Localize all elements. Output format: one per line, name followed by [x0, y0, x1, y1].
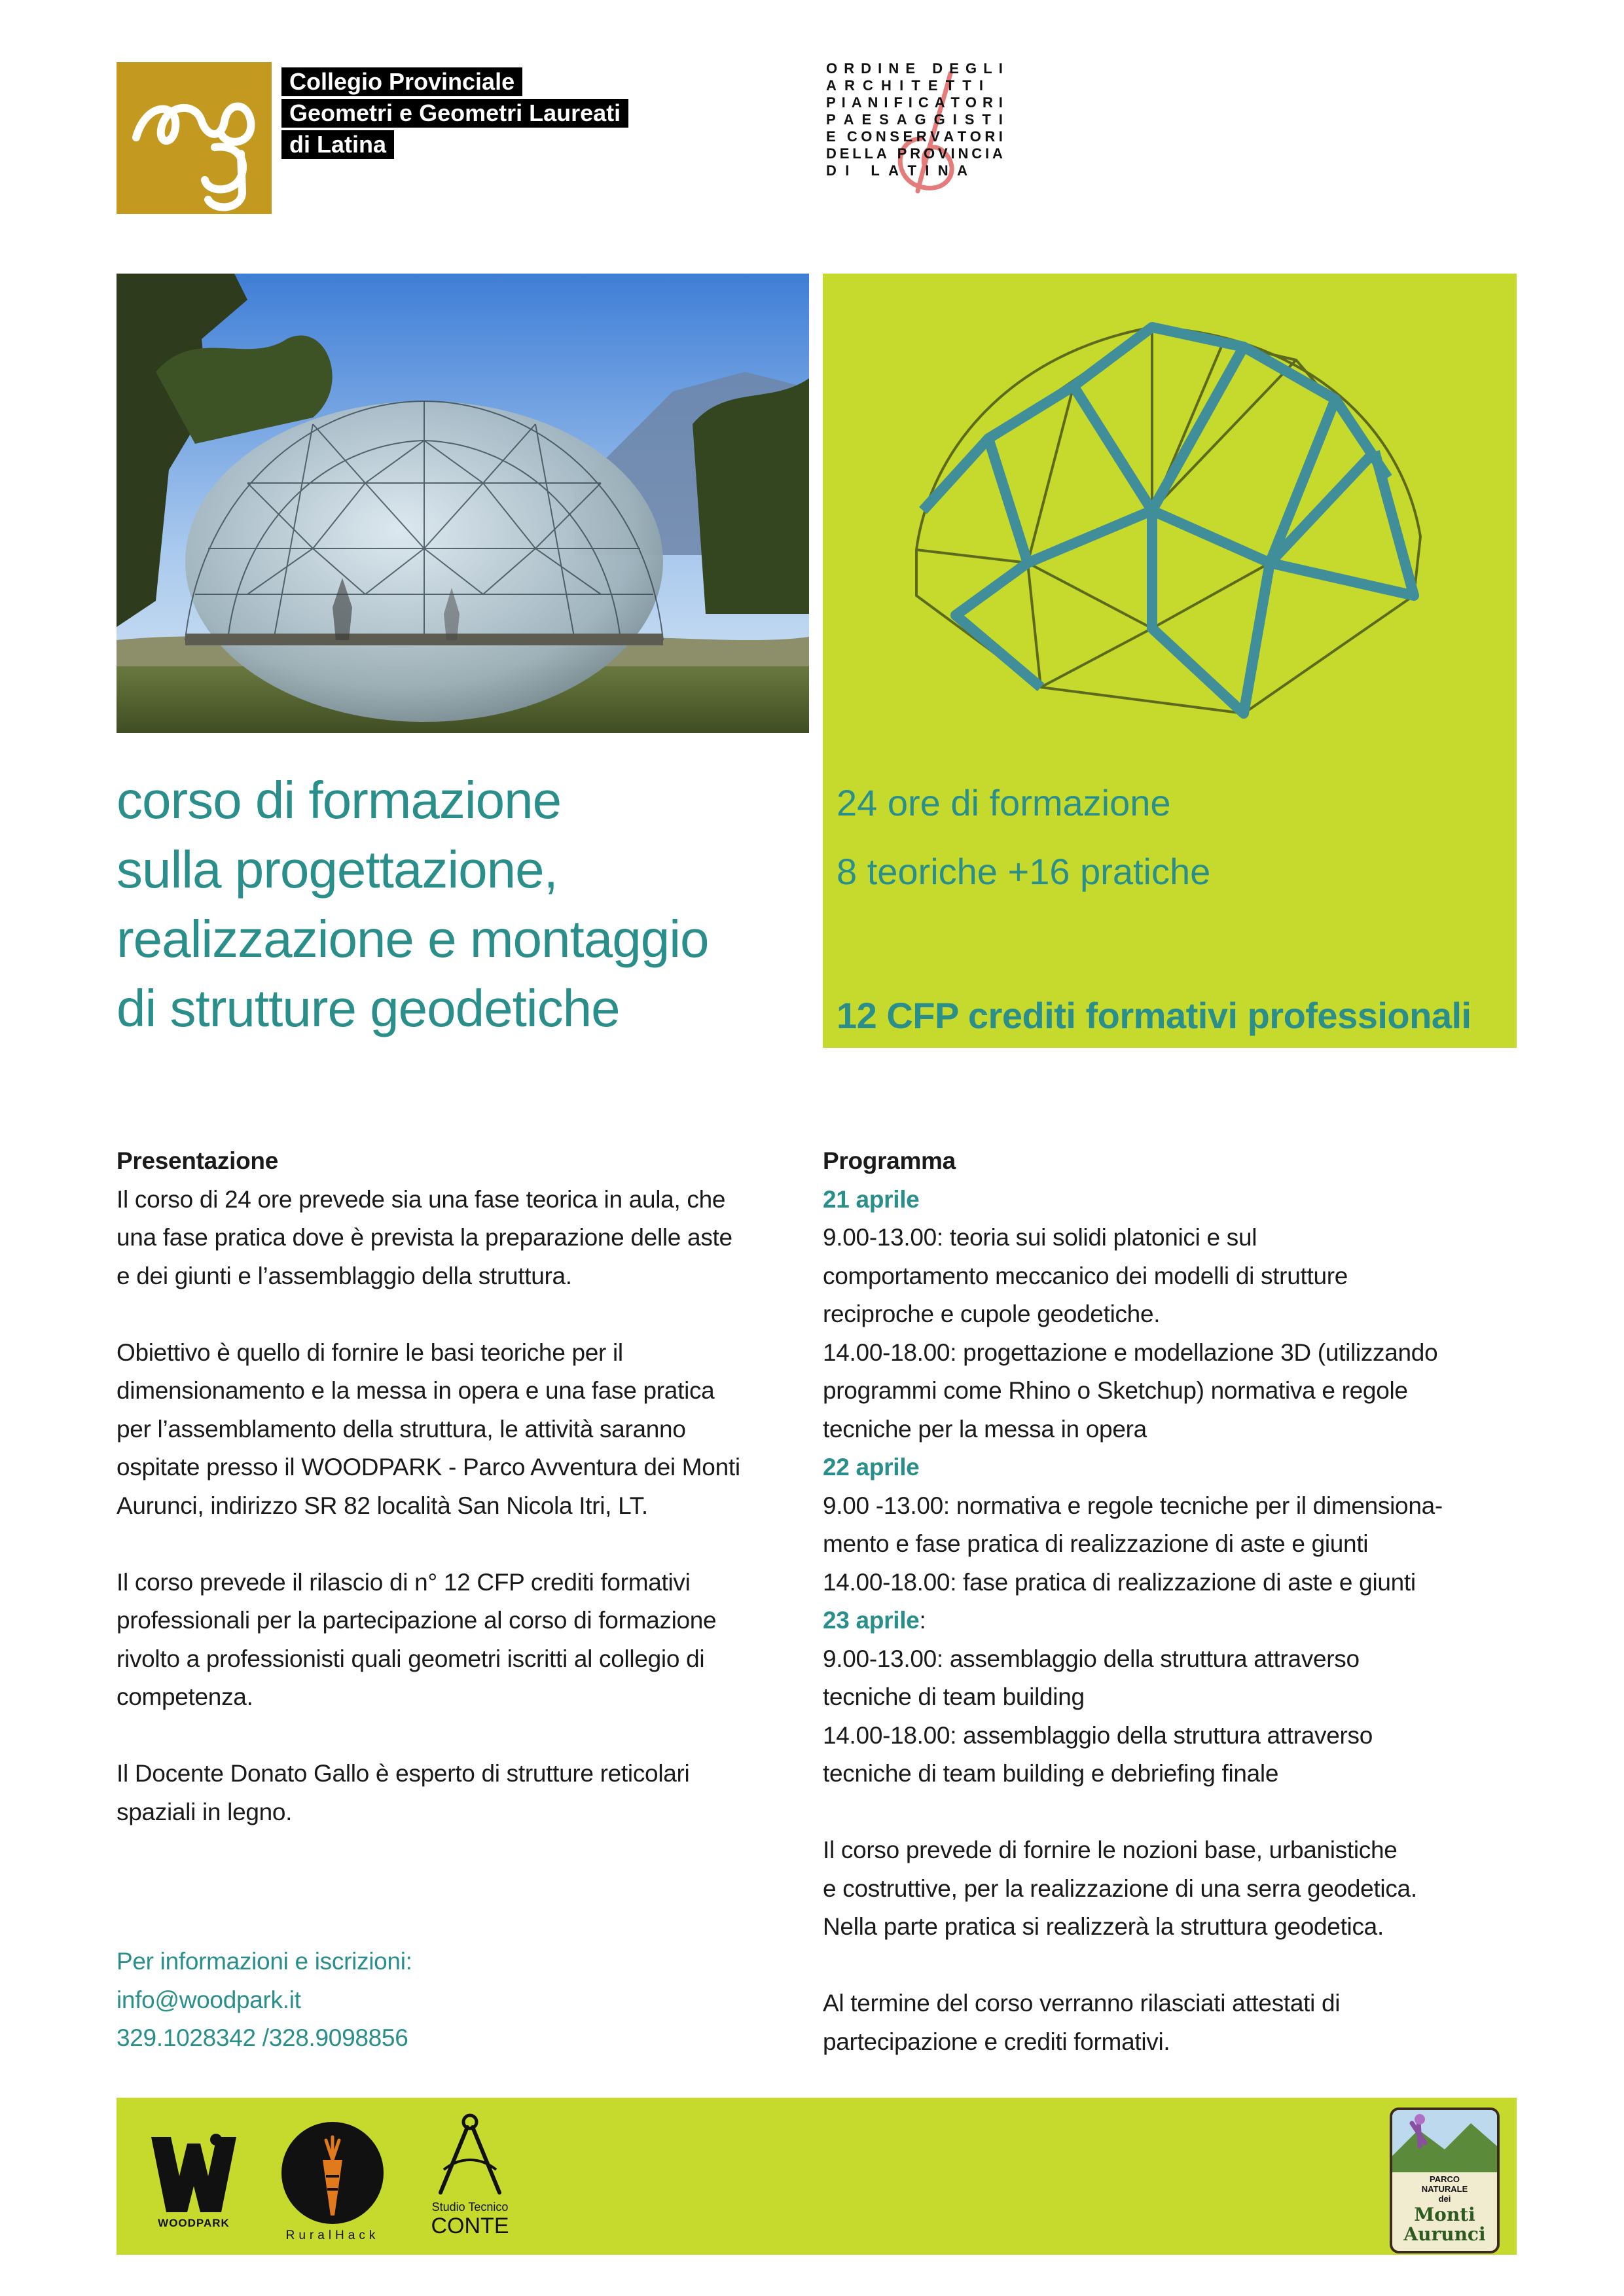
ordine-letter: E: [905, 60, 915, 77]
studio-big-label: CONTE: [431, 2214, 509, 2238]
text-line: Il corso di 24 ore prevede sia una fase teorica in aula, che: [117, 1185, 726, 1213]
collegio-name: [281, 67, 628, 162]
ordine-letter: I: [950, 145, 955, 162]
ordine-letter: A: [896, 111, 907, 128]
parco-landscape-icon: [1392, 2110, 1497, 2172]
text-line: 9.00-13.00: teoria sui solidi platonici e sul: [823, 1224, 1257, 1251]
text-line: Obiettivo è quello di fornire le basi teoriche per il: [117, 1338, 623, 1366]
programma-closing-paragraph: [823, 1984, 1523, 2061]
parco-big-line: Aurunci: [1403, 2223, 1486, 2245]
ordine-letter: P: [826, 111, 836, 128]
ordine-letter: [890, 145, 894, 162]
course-title-line: realizzazione e montaggio: [117, 910, 709, 968]
ordine-letter: [858, 162, 862, 179]
parco-line: NATURALE: [1421, 2184, 1468, 2194]
ordine-letter: H: [881, 77, 892, 94]
ordine-letter: I: [979, 77, 983, 94]
ordine-letter: C: [971, 145, 983, 162]
ruralhack-label: RuralHack: [285, 2229, 380, 2242]
course-title-line: di strutture geodetiche: [117, 979, 620, 1037]
ordine-letter: I: [925, 162, 929, 179]
text-line: comportamento meccanico dei modelli di strutture: [823, 1262, 1348, 1289]
day-date: 23 aprile: [823, 1607, 920, 1634]
ordine-letter: T: [950, 94, 960, 111]
ordine-letter: A: [957, 162, 967, 179]
ordine-letter: R: [844, 60, 855, 77]
course-title-line: sulla progettazione,: [117, 840, 558, 899]
ruralhack-logo: [277, 2121, 388, 2245]
collegio-monogram-icon: [117, 62, 272, 214]
geodesic-dome-drawing: [877, 288, 1466, 746]
woodpark-logo: [148, 2130, 240, 2235]
ordine-letter: R: [910, 145, 921, 162]
parco-line: dei: [1438, 2194, 1451, 2204]
ordine-letter: O: [923, 145, 935, 162]
text-line: Il corso prevede di fornire le nozioni base, urbanistiche: [823, 1837, 1398, 1863]
ordine-letter: I: [998, 111, 1003, 128]
ordine-letter: O: [861, 128, 873, 145]
ordine-letter: V: [930, 128, 940, 145]
ordine-letter: N: [937, 162, 948, 179]
ordine-letter: O: [965, 94, 977, 111]
ordine-letter: S: [879, 111, 889, 128]
parco-line: PARCO: [1430, 2174, 1460, 2184]
ordine-letter: D: [932, 60, 943, 77]
presentazione-paragraph: [117, 1755, 810, 1831]
ordine-letter: T: [957, 128, 967, 145]
ordine-letter: N: [958, 145, 969, 162]
text-line: una fase pratica dove è prevista la preparazione delle aste: [117, 1224, 732, 1251]
ordine-letter: C: [918, 94, 929, 111]
programma-closing-paragraph: [823, 1831, 1523, 1946]
contact-email-link[interactable]: info@woodpark.it: [117, 1986, 301, 2013]
ordine-letter: E: [903, 128, 913, 145]
text-line: 14.00-18.00: progettazione e modellazione 3D (utilizzando: [823, 1338, 1438, 1366]
ordine-letter: I: [998, 128, 1003, 145]
course-title-line: corso di formazione: [117, 771, 562, 829]
ordine-letter: I: [952, 111, 957, 128]
ordine-letter: O: [969, 128, 981, 145]
programma-day: [823, 1448, 1523, 1602]
ordine-letter: L: [871, 162, 880, 179]
text-line: rivolto a professionisti quali geometri iscritti al collegio di: [117, 1645, 705, 1672]
text-line: dimensionamento e la messa in opera e una fase pratica: [117, 1377, 715, 1404]
ordine-text-line: [826, 128, 1003, 145]
programma-heading: Programma: [823, 1147, 956, 1174]
text-line: per l’assemblamento della struttura, le attività saranno: [117, 1415, 686, 1443]
ordine-letter: C: [863, 77, 873, 94]
ordine-letter: V: [937, 145, 948, 162]
ordine-letter: A: [934, 94, 945, 111]
collegio-name-line: Geometri e Geometri Laureati: [281, 99, 628, 128]
ordine-text-line: [826, 145, 1003, 162]
course-hours: 24 ore di formazione: [837, 782, 1171, 823]
ordine-letter: A: [888, 162, 899, 179]
contact-info: [117, 1943, 412, 2058]
studio-small-label: Studio Tecnico: [431, 2200, 509, 2214]
day-date: 22 aprile: [823, 1454, 920, 1480]
ordine-letter: A: [943, 128, 954, 145]
woodpark-w-icon: [148, 2130, 240, 2215]
text-line: tecniche di team building: [823, 1683, 1085, 1710]
parco-label-top: [1392, 2174, 1497, 2204]
ordine-text: [826, 60, 1003, 179]
text-line: Nella parte pratica si realizzerà la struttura geodetica.: [823, 1913, 1384, 1940]
ordine-letter: T: [911, 77, 920, 94]
presentazione-paragraph: [117, 1564, 810, 1717]
text-line: professionali per la partecipazione al corso di formazione: [117, 1607, 717, 1634]
ordine-letter: E: [839, 145, 850, 162]
ordine-letter: R: [984, 128, 996, 145]
ordine-letter: E: [949, 60, 959, 77]
cfp-credits: 12 CFP crediti formativi professionali: [837, 995, 1471, 1036]
ordine-letter: T: [907, 162, 916, 179]
ordine-letter: R: [844, 77, 855, 94]
ordine-letter: N: [888, 60, 899, 77]
text-line: Aurunci, indirizzo SR 82 località San Nicola Itri, LT.: [117, 1492, 648, 1519]
text-line: tecniche per la messa in opera: [823, 1415, 1147, 1443]
programma-section: [823, 1142, 1523, 2061]
presentazione-heading: Presentazione: [117, 1147, 278, 1174]
ordine-letter: I: [998, 60, 1003, 77]
ordine-letter: R: [982, 94, 993, 111]
ordine-text-line: [826, 60, 1003, 77]
ordine-letter: I: [908, 94, 912, 111]
collegio-name-line: Collegio Provinciale: [281, 67, 522, 96]
ordine-letter: G: [965, 60, 977, 77]
ordine-letter: R: [916, 128, 927, 145]
ordine-letter: D: [826, 162, 837, 179]
programma-day: [823, 1602, 1523, 1793]
text-line: competenza.: [117, 1683, 253, 1710]
ordine-text-line: [826, 77, 983, 94]
collegio-name-line: di Latina: [281, 130, 394, 159]
ordine-letter: I: [899, 77, 904, 94]
ordine-letter: G: [914, 111, 926, 128]
dome-photo-image: [117, 274, 809, 733]
presentazione-paragraph: [117, 1181, 810, 1296]
ordine-text-line: [826, 111, 1003, 128]
ordine-letter: S: [890, 128, 899, 145]
text-line: Il Docente Donato Gallo è esperto di strutture reticolari: [117, 1760, 690, 1787]
programma-day: [823, 1181, 1523, 1449]
ordine-letter: I: [841, 94, 846, 111]
ordine-letter: I: [998, 94, 1003, 111]
ordine-architetti-logo: [826, 60, 1006, 217]
text-line: tecniche di team building e debriefing finale: [823, 1760, 1279, 1787]
ordine-letter: N: [867, 94, 878, 111]
compass-icon: [424, 2108, 516, 2199]
ordine-letter: O: [826, 60, 838, 77]
text-line: e costruttive, per la realizzazione di una serra geodetica.: [823, 1874, 1417, 1902]
day-date: 21 aprile: [823, 1185, 920, 1213]
ordine-letter: [922, 60, 926, 77]
course-title: [117, 766, 810, 1043]
text-line: spaziali in legno.: [117, 1798, 293, 1825]
ordine-letter: T: [945, 77, 955, 94]
ordine-letter: C: [846, 128, 857, 145]
text-line: Il corso prevede il rilascio di n° 12 CFP crediti formativi: [117, 1568, 691, 1596]
text-line: 14.00-18.00: assemblaggio della struttura attraverso: [823, 1721, 1373, 1749]
contact-label: Per informazioni e iscrizioni:: [117, 1948, 412, 1975]
ordine-letter: A: [876, 145, 887, 162]
ordine-text-line: [826, 94, 1003, 111]
ordine-letter: D: [826, 145, 837, 162]
ordine-letter: I: [845, 162, 850, 179]
ordine-letter: P: [826, 94, 836, 111]
text-line: e dei giunti e l’assemblaggio della struttura.: [117, 1262, 572, 1289]
ordine-letter: F: [893, 94, 903, 111]
ordine-letter: P: [897, 145, 907, 162]
parco-big-line: Monti: [1414, 2204, 1475, 2225]
ordine-letter: A: [843, 111, 854, 128]
ordine-letter: G: [933, 111, 945, 128]
text-line: 9.00 -13.00: normativa e regole tecniche per il dimensiona-: [823, 1492, 1443, 1519]
ordine-letter: I: [878, 60, 882, 77]
ruralhack-carrot-icon: [277, 2121, 388, 2225]
ordine-letter: I: [884, 94, 888, 111]
text-line: 9.00-13.00: assemblaggio della struttura attraverso: [823, 1645, 1360, 1672]
ordine-letter: L: [864, 145, 874, 162]
ordine-letter: [839, 128, 843, 145]
text-line: 14.00-18.00: fase pratica di realizzazione di aste e giunti: [823, 1568, 1416, 1596]
ordine-letter: T: [982, 111, 991, 128]
ordine-letter: E: [928, 77, 938, 94]
ordine-letter: D: [861, 60, 872, 77]
dome-wireframe-icon: [877, 288, 1466, 746]
ordine-letter: A: [992, 145, 1003, 162]
ordine-letter: A: [826, 77, 837, 94]
ordine-letter: A: [851, 94, 862, 111]
day-date-suffix: :: [919, 1607, 926, 1634]
text-line: reciproche e cupole geodetiche.: [823, 1300, 1161, 1327]
text-line: partecipazione e crediti formativi.: [823, 2028, 1170, 2055]
ordine-letter: E: [861, 111, 872, 128]
text-line: mento e fase pratica di realizzazione di aste e giunti: [823, 1530, 1369, 1557]
text-line: Al termine del corso verranno rilasciati attestati di: [823, 1990, 1341, 2017]
sponsor-band: [117, 2098, 1517, 2255]
parco-label-big: [1392, 2205, 1497, 2244]
contact-phones: 329.1028342 /328.9098856: [117, 2024, 408, 2051]
ordine-letter: E: [826, 128, 836, 145]
text-line: ospitate presso il WOODPARK - Parco Avventura dei Monti: [117, 1454, 740, 1480]
ordine-letter: L: [983, 60, 992, 77]
ordine-letter: N: [875, 128, 886, 145]
studio-conte-logo: [424, 2108, 516, 2245]
collegio-logo: [117, 62, 272, 214]
ordine-letter: T: [962, 77, 971, 94]
parco-monti-aurunci-logo: [1390, 2108, 1500, 2253]
ordine-text-line: [826, 162, 967, 179]
presentazione-section: [117, 1142, 810, 1831]
course-hours-split: 8 teoriche +16 pratiche: [837, 851, 1211, 892]
text-line: programmi come Rhino o Sketchup) normativa e regole: [823, 1377, 1408, 1404]
ordine-letter: S: [964, 111, 975, 128]
ordine-letter: I: [984, 145, 990, 162]
presentazione-paragraph: [117, 1334, 810, 1526]
woodpark-label: WOODPARK: [158, 2217, 230, 2229]
ordine-letter: L: [852, 145, 861, 162]
geodesic-dome-photo: [117, 274, 809, 733]
